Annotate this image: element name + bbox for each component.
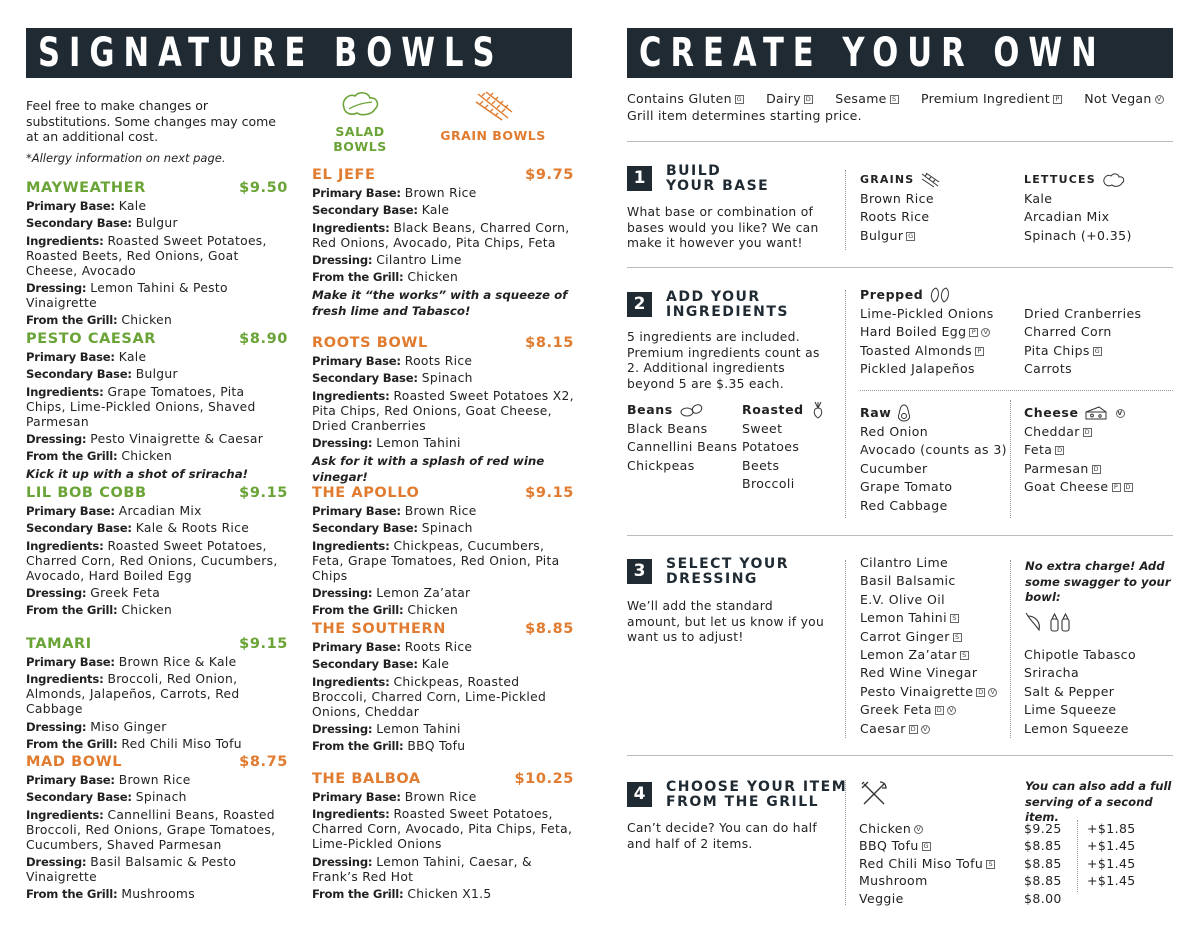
bowl-price: $8.85 <box>525 621 574 637</box>
gluten-icon: G <box>908 231 914 240</box>
bowl-tip: Kick it up with a shot of sriracha! <box>26 467 249 482</box>
not-vegan-icon: V <box>981 328 990 337</box>
bowl-name: TAMARI <box>26 636 92 652</box>
bowl-mad-bowl: MAD BOWL $8.75 Primary Base: Brown Rice Secondary Base: Spinach Ingredients: Cannellini Beans, Roasted Broccoli, Red Onions, Grape Tomatoes, Cucumbers, Shaved Parmesan Dressing: Basil Balsamic & Pesto Vinaigrette From the Grill: Mushrooms <box>26 754 288 902</box>
step-3-title: SELECT YOUR DRESSING <box>666 556 790 587</box>
bowl-price: $9.50 <box>239 180 288 196</box>
dairy-icon: D <box>936 706 943 715</box>
step-4-number: 4 <box>627 782 652 807</box>
beet-icon <box>810 401 826 419</box>
bowl-the-apollo: THE APOLLO $9.15 Primary Base: Brown Rice Secondary Base: Spinach Ingredients: Chickpeas, Cucumbers, Feta, Grape Tomatoes, Red Onion, Pita Chips Dressing: Lemon Za’atar From the Grill: Chicken <box>312 485 574 618</box>
bowl-pesto-caesar: PESTO CAESAR $8.90 Primary Base: Kale Secondary Base: Bulgur Ingredients: Grape Tomatoes, Pita Chips, Lime-Pickled Onions, Shaved Parmesan Dressing: Pesto Vinaigrette & Caesar From the Grill: Chicken Kick it up with a shot of sriracha! <box>26 331 288 482</box>
bowl-price: $8.15 <box>525 335 574 351</box>
wheat-icon <box>920 172 940 188</box>
gluten-icon: G <box>736 95 743 103</box>
dotted-divider <box>845 290 846 518</box>
step-2-title: ADD YOUR INGREDIENTS <box>666 289 790 320</box>
dairy-icon: D <box>978 687 984 696</box>
not-vegan-icon: V <box>947 706 956 715</box>
bowl-price: $8.90 <box>239 331 288 347</box>
step-3-description: We’ll add the standard amount, but let us know if you want us to adjust! <box>627 599 825 644</box>
dairy-icon: D <box>1057 446 1063 455</box>
intro-text: Feel free to make changes or substitutions. Some changes may come at an additional cost. <box>26 98 276 144</box>
step-1-number: 1 <box>627 166 652 191</box>
sesame-icon: S <box>960 651 969 660</box>
divider <box>627 267 1173 268</box>
grains-list: GRAINS Brown Rice Roots Rice Bulgur G <box>860 170 1010 245</box>
grill-items-list: Chicken V BBQ Tofu G Red Chili Miso Tofu S Mushroom Veggie <box>859 820 1019 907</box>
avocado-icon <box>897 404 911 422</box>
dotted-divider <box>845 780 846 905</box>
step-3-number: 3 <box>627 559 652 584</box>
bowl-price: $9.15 <box>239 636 288 652</box>
premium-icon: P <box>969 328 978 337</box>
bowl-price: $9.15 <box>239 485 288 501</box>
wheat-icon <box>472 90 514 122</box>
dotted-divider <box>1077 820 1078 892</box>
premium-icon: P <box>975 347 984 356</box>
not-vegan-icon: V <box>1155 95 1164 104</box>
sesame-icon: S <box>950 614 959 623</box>
not-vegan-icon: V <box>988 688 997 697</box>
dairy-icon: D <box>1084 428 1091 436</box>
almond-icon <box>929 287 951 303</box>
bowl-name: THE SOUTHERN <box>312 621 446 637</box>
bowl-price: $9.15 <box>525 485 574 501</box>
grill-extras-list: +$1.85 +$1.45 +$1.45 +$1.45 <box>1087 821 1136 889</box>
step-1-description: What base or combination of bases would you like? We can make it however you want! <box>627 205 819 250</box>
bowl-price: $8.75 <box>239 754 288 770</box>
allergy-note: *Allergy information on next page. <box>26 151 226 165</box>
grill-prices-list: $9.25 $8.85 $8.85 $8.85 $8.00 <box>1024 821 1062 906</box>
prepped-list-a: Prepped Lime-Pickled Onions Hard Boiled Egg P V Toasted Almonds P Pickled Jalapeños <box>860 287 994 377</box>
bowl-name: LIL BOB COBB <box>26 485 147 501</box>
bowl-name: THE BALBOA <box>312 771 421 787</box>
roasted-list: Roasted Sweet Potatoes Beets Broccoli <box>742 400 842 494</box>
bowl-roots-bowl: ROOTS BOWL $8.15 Primary Base: Roots Rice Secondary Base: Spinach Ingredients: Roasted Sweet Potatoes X2, Pita Chips, Red Onions, Goat Cheese, Dried Cranberries Dressing: Lemon Tahini Ask for it with a splash of red wine vinegar! <box>312 335 574 485</box>
dairy-icon: D <box>1093 464 1099 473</box>
swagger-list: Chipotle Tabasco Sriracha Salt & Pepper Lime Squeeze Lemon Squeeze <box>1024 647 1136 736</box>
signature-bowls-banner: SIGNATURE BOWLS <box>26 28 572 78</box>
allergen-legend: Contains Gluten G Dairy D Sesame S Premium Ingredient P Not Vegan V Grill item determines starting price. <box>627 90 1187 124</box>
bowl-tip: Ask for it with a splash of red wine vinegar! <box>312 454 545 485</box>
grain-bowls-legend: GRAIN BOWLS <box>440 90 546 143</box>
dressings-list: Cilantro Lime Basil Balsamic E.V. Olive Oil Lemon Tahini S Carrot Ginger S Lemon Za’atar S Red Wine Vinegar Pesto Vinaigrette D V Greek Feta D V Caesar D V <box>860 554 1010 738</box>
divider <box>627 535 1173 536</box>
bowl-tamari: TAMARI $9.15 Primary Base: Brown Rice & Kale Ingredients: Broccoli, Red Onion, Almonds, Jalapeños, Carrots, Red Cabbage Dressing: Miso Ginger From the Grill: Red Chili Miso Tofu <box>26 636 288 751</box>
bowl-the-southern: THE SOUTHERN $8.85 Primary Base: Roots Rice Secondary Base: Kale Ingredients: Chickpeas, Roasted Broccoli, Charred Corn, Lime-Pickled Onions, Cheddar Dressing: Lemon Tahini From the Grill: BBQ Tofu <box>312 621 574 754</box>
grill-price-note: Grill item determines starting price. <box>627 108 862 123</box>
bowl-el-jefe: EL JEFE $9.75 Primary Base: Brown Rice Secondary Base: Kale Ingredients: Black Beans, Charred Corn, Red Onions, Avocado, Pita Chips, Feta Dressing: Cilantro Lime From the Grill: Chicken Make it “the works” with a squeeze of fresh lime and Tabasco! <box>312 167 574 319</box>
bowl-name: ROOTS BOWL <box>312 335 428 351</box>
dairy-icon: D <box>1125 483 1131 492</box>
swagger-note: No extra charge! Add some swagger to your bowl: <box>1025 559 1171 604</box>
bowl-price: $10.25 <box>514 771 574 787</box>
bowl-name: PESTO CAESAR <box>26 331 157 347</box>
bowl-name: MAYWEATHER <box>26 180 146 196</box>
create-your-own-banner: CREATE YOUR OWN <box>627 28 1173 78</box>
bowl-mayweather: MAYWEATHER $9.50 Primary Base: Kale Secondary Base: Bulgur Ingredients: Roasted Sweet Potatoes, Roasted Beets, Red Onions, Goat Cheese, Avocado Dressing: Lemon Tahini & Pesto Vinaigrette From the Grill: Chicken <box>26 180 288 328</box>
salad-bowls-legend: SALAD BOWLS <box>308 90 412 154</box>
raw-list: Raw Red Onion Avocado (counts as 3) Cucumber Grape Tomato Red Cabbage <box>860 405 1007 513</box>
bowl-lil-bob-cobb: LIL BOB COBB $9.15 Primary Base: Arcadian Mix Secondary Base: Kale & Roots Rice Ingredients: Roasted Sweet Potatoes, Charred Corn, Red Onions, Cucumbers, Avocado, Hard Boiled Egg Dressing: Greek Feta From the Grill: Chicken <box>26 485 288 618</box>
bean-icon <box>679 402 705 418</box>
step-2-number: 2 <box>627 292 652 317</box>
bowl-name: EL JEFE <box>312 167 376 183</box>
not-vegan-icon: V <box>1117 408 1123 417</box>
dotted-divider <box>845 170 846 250</box>
not-vegan-icon: V <box>914 825 923 834</box>
lettuce-icon <box>1102 172 1126 188</box>
beans-list: Beans Black Beans Cannellini Beans Chickpeas <box>627 402 738 473</box>
dairy-icon: D <box>805 95 812 103</box>
cheese-icon <box>1085 406 1107 420</box>
step-2-description: 5 ingredients are included. Premium ingredients count as 2. Additional ingredients beyond 5 are $.35 each. <box>627 330 820 391</box>
lettuce-icon <box>339 90 381 118</box>
premium-icon: P <box>1053 95 1062 104</box>
dotted-divider <box>845 560 846 738</box>
sesame-icon: S <box>953 633 962 642</box>
bowl-tip: Make it “the works” with a squeeze of fresh lime and Tabasco! <box>312 288 568 319</box>
divider <box>627 141 1173 142</box>
premium-icon: P <box>1112 483 1121 492</box>
bowl-price: $9.75 <box>525 167 574 183</box>
gluten-icon: G <box>1094 346 1101 355</box>
dotted-divider <box>1010 400 1011 518</box>
dotted-divider <box>1010 560 1011 738</box>
second-item-note: You can also add a full serving of a second item. <box>1025 779 1172 824</box>
fork-knife-icon <box>860 780 888 808</box>
step-1-title: BUILD YOUR BASE <box>666 163 770 194</box>
bowl-name: MAD BOWL <box>26 754 123 770</box>
gluten-icon: G <box>923 842 929 851</box>
bowl-the-balboa: THE BALBOA $10.25 Primary Base: Brown Rice Ingredients: Roasted Sweet Potatoes, Charred Corn, Avocado, Pita Chips, Feta, Lime-Pickled Onions Dressing: Lemon Tahini, Caesar, & Frank’s Red Hot From the Grill: Chicken X1.5 <box>312 771 574 901</box>
dairy-icon: D <box>910 724 916 733</box>
lettuces-list: LETTUCES Kale Arcadian Mix Spinach (+0.35) <box>1024 173 1132 243</box>
cheese-list: Cheese V Cheddar D Feta D Parmesan D Goat Cheese P D <box>1024 405 1131 495</box>
sesame-icon: S <box>986 860 995 869</box>
divider <box>627 755 1173 756</box>
bowl-name: THE APOLLO <box>312 485 420 501</box>
step-4-title: CHOOSE YOUR ITEM FROM THE GRILL <box>666 779 848 810</box>
not-vegan-icon: V <box>921 725 930 734</box>
prepped-list-b: Dried Cranberries Charred Corn Pita Chips G Carrots <box>1024 306 1142 377</box>
sesame-icon: S <box>890 95 899 104</box>
step-4-description: Can’t decide? You can do half and half of 2 items. <box>627 821 818 851</box>
chili-and-shakers-icon <box>1025 612 1075 632</box>
dotted-divider <box>860 390 1173 391</box>
